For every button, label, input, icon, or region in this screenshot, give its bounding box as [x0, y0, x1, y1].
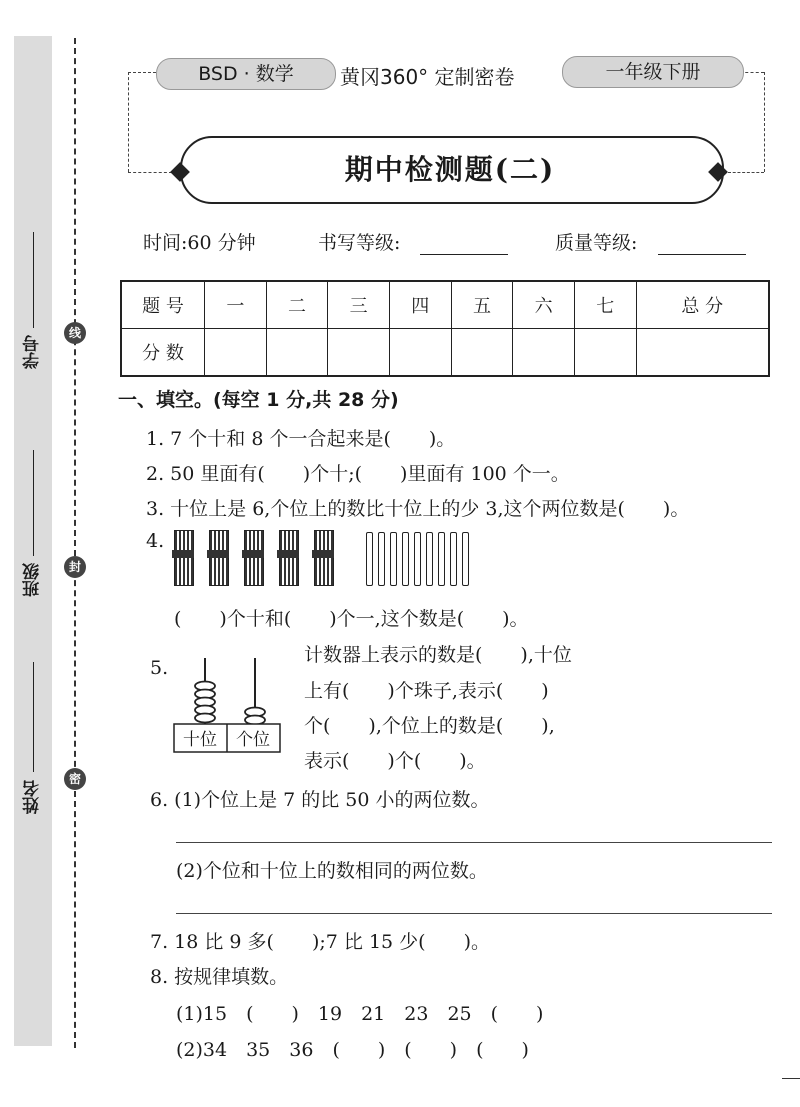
score-input-cell[interactable] [451, 329, 513, 377]
ones-bead [245, 716, 265, 725]
question-5-line-3: 个( ),个位上的数是( ), [304, 715, 555, 737]
table-cell: 总 分 [636, 281, 769, 329]
bundle-tie [312, 550, 334, 558]
name-label: 姓名 [23, 780, 43, 814]
table-cell: 题 号 [121, 281, 205, 329]
single-stick [378, 532, 385, 586]
section-heading: 一、填空。(每空 1 分,共 28 分) [118, 389, 399, 411]
score-input-cell[interactable] [513, 329, 575, 377]
question-3: 3. 十位上是 6,个位上的数比十位上的少 3,这个两位数是( )。 [146, 498, 690, 520]
page-title: 期中检测题(二) [344, 153, 556, 186]
bundle-of-ten [244, 530, 264, 586]
table-cell: 四 [389, 281, 451, 329]
score-input-cell[interactable] [574, 329, 636, 377]
subject-pill: BSD · 数学 [156, 58, 336, 90]
single-stick [462, 532, 469, 586]
score-input-cell[interactable] [266, 329, 328, 377]
question-6-part-1: 6. (1)个位上是 7 的比 50 小的两位数。 [150, 789, 490, 811]
header-dash [128, 172, 172, 173]
tens-bead [195, 714, 215, 723]
table-cell: 二 [266, 281, 328, 329]
question-8: 8. 按规律填数。 [150, 966, 289, 988]
single-sticks-figure [366, 532, 478, 590]
class-line[interactable] [33, 450, 34, 556]
table-cell: 三 [328, 281, 390, 329]
student-id-line[interactable] [33, 232, 34, 328]
table-cell: 分 数 [121, 329, 205, 377]
seal-mi-badge: 密 [64, 768, 86, 790]
answer-line-6-1[interactable] [176, 842, 772, 843]
page-edge-mark [782, 1078, 800, 1079]
single-stick [438, 532, 445, 586]
score-table [120, 280, 770, 377]
score-input-cell[interactable] [636, 329, 769, 377]
single-stick [390, 532, 397, 586]
question-2: 2. 50 里面有( )个十;( )里面有 100 个一。 [146, 463, 570, 485]
seal-line-badge: 线 [64, 322, 86, 344]
header-dash [128, 72, 156, 73]
question-5-number: 5. [150, 657, 169, 679]
header-dash [728, 172, 764, 173]
header-dash [128, 72, 129, 172]
table-cell: 七 [574, 281, 636, 329]
grade-pill: 一年级下册 [562, 56, 744, 88]
question-5-line-4: 表示( )个( )。 [304, 750, 486, 772]
question-5-line-2: 上有( )个珠子,表示( ) [304, 680, 549, 702]
score-input-cell[interactable] [328, 329, 390, 377]
writing-grade-label: 书写等级: [318, 232, 401, 254]
question-4-text: ( )个十和( )个一,这个数是( )。 [174, 608, 529, 630]
single-stick [402, 532, 409, 586]
bundle-of-ten [279, 530, 299, 586]
name-line[interactable] [33, 662, 34, 772]
bundle-tie [172, 550, 194, 558]
ones-label: 个位 [236, 730, 270, 750]
score-input-cell[interactable] [389, 329, 451, 377]
question-6-part-2: (2)个位和十位上的数相同的两位数。 [176, 860, 488, 882]
single-stick [426, 532, 433, 586]
seal-feng-badge: 封 [64, 556, 86, 578]
question-4-number: 4. [146, 530, 165, 552]
bundle-tie [242, 550, 264, 558]
stick-bundles-figure [172, 526, 342, 588]
question-1: 1. 7 个十和 8 个一合起来是( )。 [146, 428, 456, 450]
cut-line [74, 38, 76, 1048]
quality-grade-field[interactable] [658, 236, 746, 255]
score-value-row [121, 329, 769, 377]
class-label: 班级 [23, 563, 43, 597]
bundle-tie [277, 550, 299, 558]
single-stick [450, 532, 457, 586]
score-input-cell[interactable] [205, 329, 267, 377]
bundle-of-ten [209, 530, 229, 586]
single-stick [366, 532, 373, 586]
question-5-line-1: 计数器上表示的数是( ),十位 [304, 644, 572, 666]
single-stick [414, 532, 421, 586]
tens-label: 十位 [183, 730, 217, 750]
question-7: 7. 18 比 9 多( );7 比 15 少( )。 [150, 931, 490, 953]
bundle-of-ten [174, 530, 194, 586]
quality-grade-label: 质量等级: [555, 232, 638, 254]
time-info: 时间:60 分钟 [143, 232, 256, 254]
answer-line-6-2[interactable] [176, 913, 772, 914]
score-header-row [121, 281, 769, 329]
bundle-tie [207, 550, 229, 558]
table-cell: 六 [513, 281, 575, 329]
bundle-of-ten [314, 530, 334, 586]
question-8-part-2: (2)34 35 36 ( ) ( ) ( ) [176, 1039, 529, 1061]
abacus-figure [168, 652, 288, 756]
writing-grade-field[interactable] [420, 236, 508, 255]
brand-text: 黄冈360° 定制密卷 [340, 65, 515, 89]
table-cell: 一 [205, 281, 267, 329]
student-id-label: 学号 [23, 335, 43, 369]
table-cell: 五 [451, 281, 513, 329]
header-dash [764, 72, 765, 172]
question-8-part-1: (1)15 ( ) 19 21 23 25 ( ) [176, 1003, 544, 1025]
